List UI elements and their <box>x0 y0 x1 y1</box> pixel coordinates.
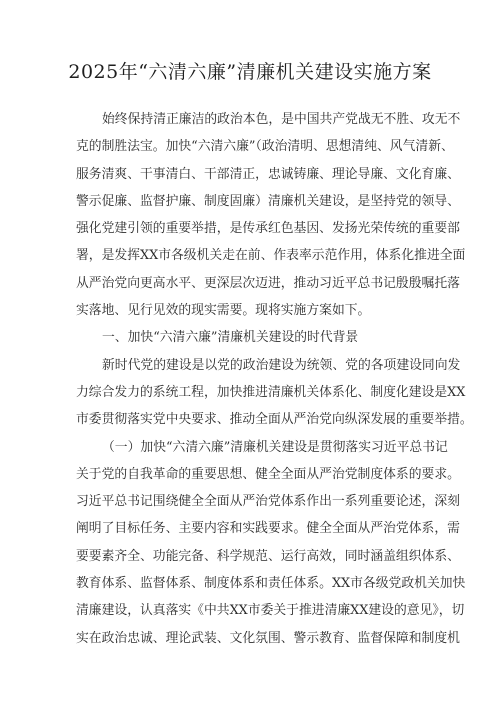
body-line: 新时代党的建设是以党的政治建设为统领、党的各项建设同向发 <box>102 357 461 373</box>
body-line: 从严治党向更高水平、更深层次迈进，推动习近平总书记殷殷嘱托落 <box>76 275 460 291</box>
body-line: 一、加快“六清六廉”清廉机关建设的时代背景 <box>102 330 359 346</box>
body-line: 市委贯彻落实党中央要求、推动全面从严治党向纵深发展的重要举措。 <box>76 412 473 428</box>
body-line: 服务清爽、干事清白、干部清正，忠诚铸廉、理论导廉、文化育廉、 <box>76 166 460 182</box>
body-line: 实在政治忠诚、理论武装、文化氛围、警示教育、监督保障和制度机 <box>76 630 460 646</box>
body-line: 实落地、见行见效的现实需要。现将实施方案如下。 <box>76 303 371 319</box>
body-line: 习近平总书记围绕健全全面从严治党体系作出一系列重要论述，深刻 <box>76 494 460 510</box>
body-line: 力综合发力的系统工程，加快推进清廉机关体系化、制度化建设是XX <box>76 384 466 400</box>
body-line: 强化党建引领的重要举措，是传承红色基因、发扬光荣传统的重要部 <box>76 221 460 237</box>
body-line: 清廉建设，认真落实《中共XX市委关于推进清廉XX建设的意见》，切 <box>76 603 465 619</box>
body-line: 警示促廉、监督护廉、制度固廉）清廉机关建设，是坚持党的领导、 <box>76 193 460 209</box>
body-line: 要要素齐全、功能完备、科学规范、运行高效，同时涵盖组织体系、 <box>76 548 460 564</box>
document-body <box>76 106 473 652</box>
body-line: 关于党的自我革命的重要思想、健全全面从严治党制度体系的要求。 <box>76 466 460 482</box>
body-line: 教育体系、监督体系、制度体系和责任体系。XX市各级党政机关加快 <box>76 576 466 592</box>
document-title: 2025年“六清六廉”清廉机关建设实施方案 <box>68 61 432 83</box>
body-line: 署，是发挥XX市各级机关走在前、作表率示范作用，体系化推进全面 <box>76 248 466 264</box>
body-line: 始终保持清正廉洁的政治本色，是中国共产党战无不胜、攻无不 <box>102 112 461 127</box>
body-line: （一）加快“六清六廉”清廉机关建设是贯彻落实习近平总书记 <box>102 439 448 455</box>
body-line: 克的制胜法宝。加快“六清六廉”（政治清明、思想清纯、风气清新、 <box>76 139 454 155</box>
body-line: 阐明了目标任务、主要内容和实践要求。健全全面从严治党体系，需 <box>76 521 460 537</box>
